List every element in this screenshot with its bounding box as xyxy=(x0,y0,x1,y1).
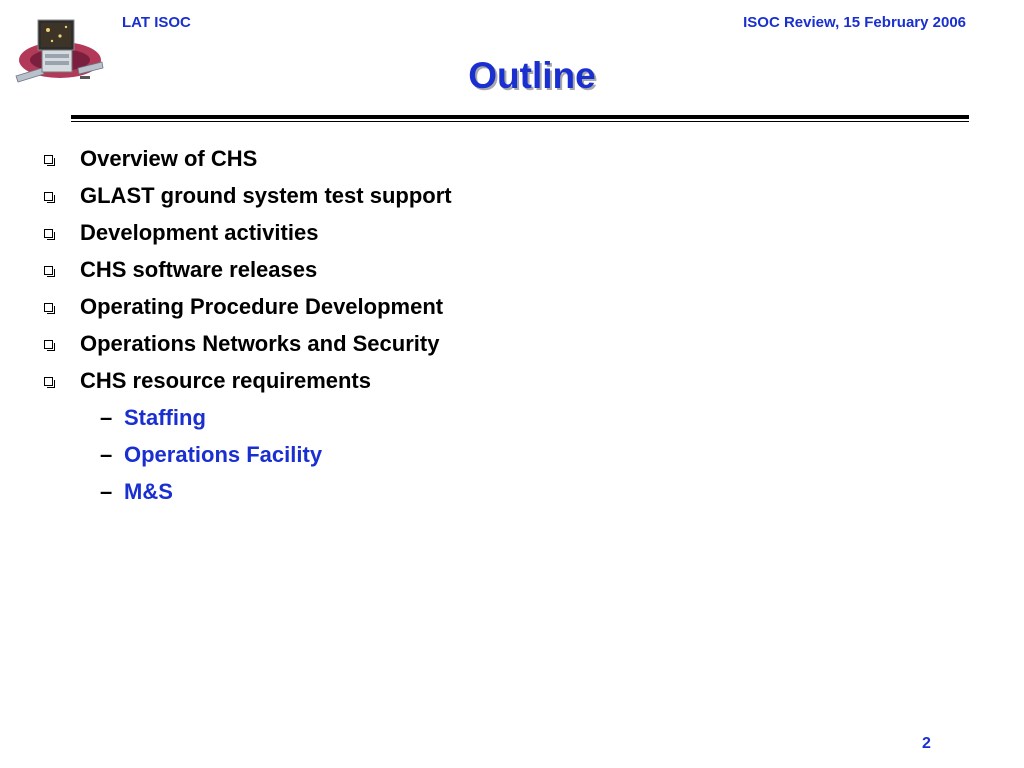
checkbox-bullet-icon xyxy=(44,266,53,275)
checkbox-bullet-icon xyxy=(44,229,53,238)
bullet-list xyxy=(0,144,1024,514)
bullet-item xyxy=(0,218,1024,255)
bullet-item xyxy=(0,292,1024,329)
sub-bullet-text: M&S xyxy=(124,479,173,504)
bullet-text: Operating Procedure Development xyxy=(80,294,444,319)
checkbox-bullet-icon xyxy=(44,340,53,349)
header-left-label: LAT ISOC xyxy=(122,14,191,31)
bullet-item xyxy=(0,144,1024,181)
bullet-item xyxy=(0,329,1024,366)
title-divider-thick xyxy=(71,115,969,119)
bullet-item xyxy=(0,366,1024,403)
sub-bullet-item xyxy=(0,440,1024,477)
sub-bullet-text: Staffing xyxy=(124,405,206,430)
checkbox-bullet-icon xyxy=(44,155,53,164)
bullet-text: CHS resource requirements xyxy=(80,368,371,393)
sub-bullet-item xyxy=(0,477,1024,514)
checkbox-bullet-icon xyxy=(44,192,53,201)
title-divider-thin xyxy=(71,121,969,122)
bullet-item xyxy=(0,255,1024,292)
bullet-text: Overview of CHS xyxy=(80,146,258,171)
dash-bullet-icon: – xyxy=(100,442,113,467)
bullet-text: GLAST ground system test support xyxy=(80,183,452,208)
slide-title: Outline xyxy=(468,55,596,96)
bullet-item xyxy=(0,181,1024,218)
bullet-text: CHS software releases xyxy=(80,257,318,282)
bullet-text: Operations Networks and Security xyxy=(80,331,440,356)
checkbox-bullet-icon xyxy=(44,303,53,312)
dash-bullet-icon: – xyxy=(100,405,113,430)
sub-bullet-text: Operations Facility xyxy=(124,442,323,467)
page-number: 2 xyxy=(922,735,931,752)
header-right-label: ISOC Review, 15 February 2006 xyxy=(743,14,966,31)
sub-bullet-item xyxy=(0,403,1024,440)
checkbox-bullet-icon xyxy=(44,377,53,386)
dash-bullet-icon: – xyxy=(100,479,113,504)
bullet-text: Development activities xyxy=(80,220,319,245)
